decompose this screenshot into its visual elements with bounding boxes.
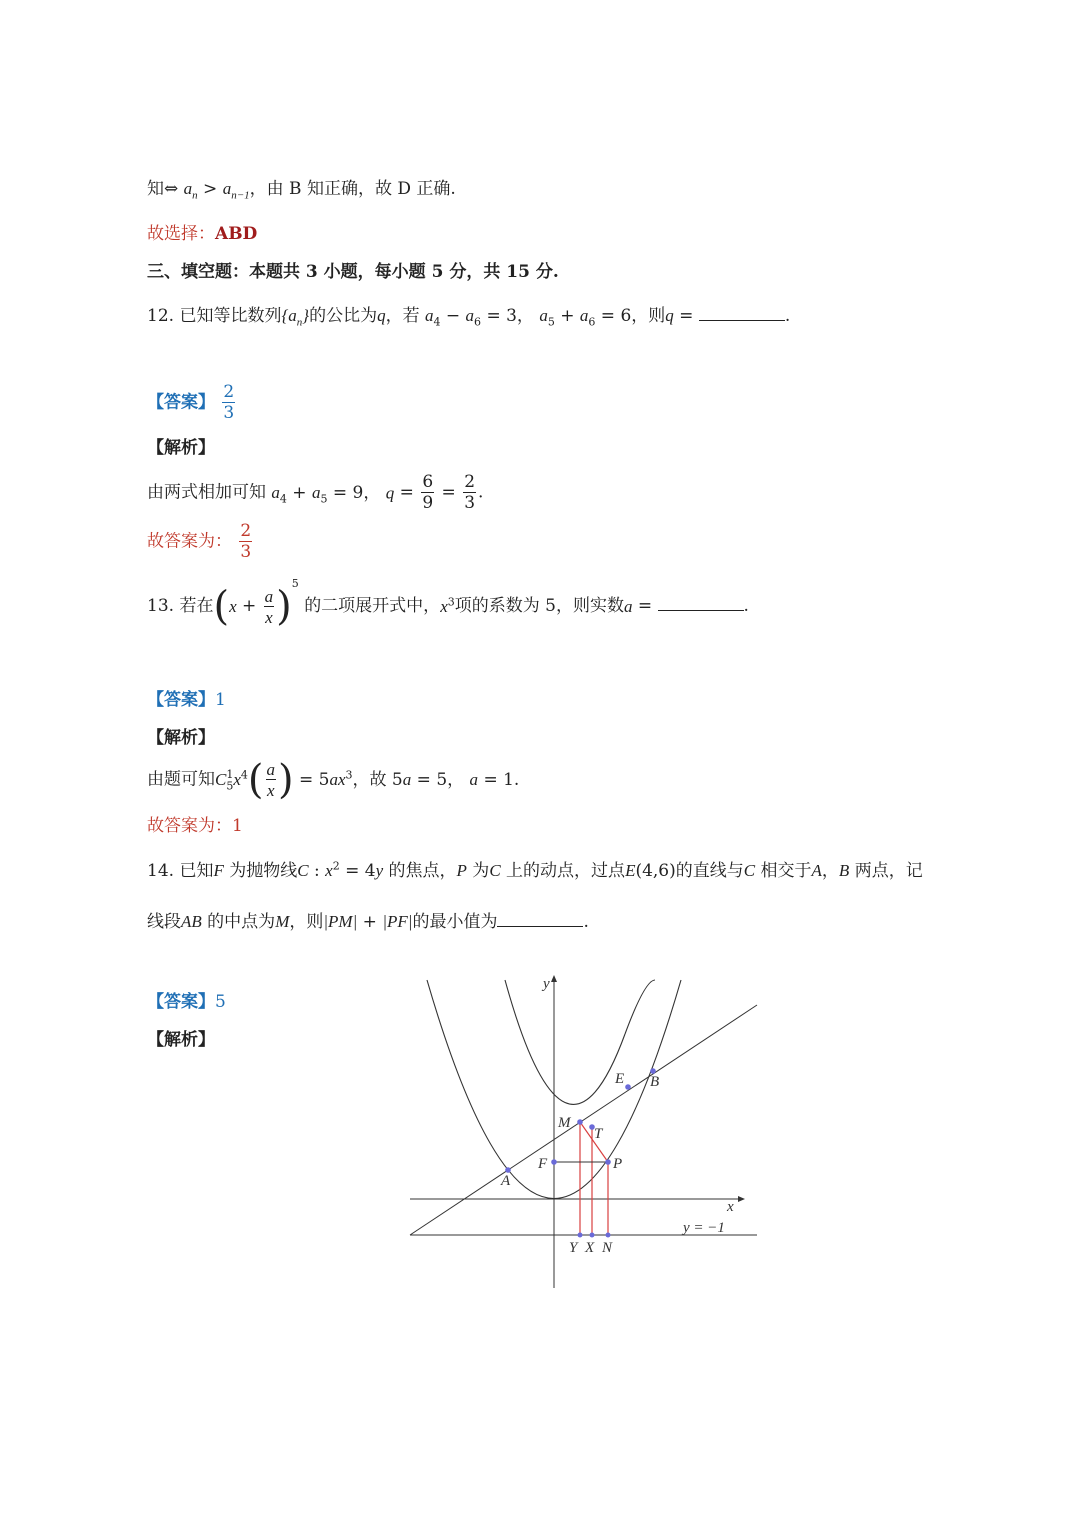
y-axis-arrow: [551, 975, 557, 982]
parabola-diagram: [405, 970, 765, 1295]
question-12: 12. 已知等比数列$\{a_n\}$的公比为q，若 $a_4 - a_6 = 3$， $a_5 + a_6 = 6$，则q = .: [147, 306, 791, 329]
midpoint-locus: [505, 980, 625, 1104]
point-p: [605, 1159, 611, 1165]
answer-12: 【答案】 $\frac{2}{3}$: [147, 382, 235, 423]
label-n: N: [602, 1240, 613, 1256]
answer-12-fraction: $\frac{2}{3}$: [223, 382, 235, 423]
label-x-point: X: [585, 1240, 595, 1256]
answer-blank: [658, 596, 744, 611]
label-directrix: y = −1: [683, 1220, 725, 1236]
label-x: x: [727, 1199, 734, 1215]
analysis-label-13: 【解析】: [147, 728, 215, 748]
point-y: [578, 1233, 583, 1238]
answer-14: 【答案】5: [147, 992, 226, 1012]
analysis-label-12: 【解析】: [147, 438, 215, 458]
answer-blank: [699, 306, 785, 321]
solution-12: 由两式相加可知 $a_4 + a_5 = 9$， q = $\frac{6}{9}$ = $\frac{2}{3}$ .: [147, 472, 484, 513]
question-13: 13. 若在(x + $\frac{a}{x}$ )$^5$ 的二项展开式中，$x^3$项的系数为 5，则实数a = .: [147, 577, 749, 630]
point-e: [625, 1084, 631, 1090]
point-n: [606, 1233, 611, 1238]
label-b: B: [650, 1074, 660, 1090]
prev-solution-line: 知⇔ $a_n > a_{n-1}$，由 B 知正确，故 D 正确.: [147, 179, 456, 202]
solution-13: 由题可知$C_5^1x^4$( $\frac{a}{x}$ ) = $5ax^3$，故 5a = 5， a = 1.: [147, 757, 520, 803]
final-answer-13: 故答案为：1: [147, 816, 243, 836]
line-ab: [410, 1005, 757, 1235]
label-t: T: [594, 1126, 603, 1142]
label-f: F: [538, 1156, 548, 1172]
label-y-point: Y: [569, 1240, 578, 1256]
x-axis-arrow: [738, 1196, 745, 1202]
point-f: [551, 1159, 557, 1165]
point-b: [650, 1068, 656, 1074]
answer-blank: [497, 912, 583, 927]
midpoint-locus-right: [625, 980, 655, 1034]
answer-13: 【答案】1: [147, 690, 226, 710]
answer-11: 故选择：ABD: [147, 224, 258, 244]
question-14-line-1: 14. 已知F 为抛物线C : $x^2 = 4y$ 的焦点，P 为C 上的动点，过点E(4,6)的直线与C 相交于A，B 两点，记: [147, 859, 923, 881]
label-a: A: [501, 1173, 511, 1189]
point-x: [590, 1233, 595, 1238]
final-answer-12: 故答案为： $\frac{2}{3}$: [147, 521, 252, 562]
label-e: E: [615, 1071, 625, 1087]
point-m: [577, 1119, 583, 1125]
label-p: P: [613, 1156, 623, 1172]
question-14-line-2: 线段AB 的中点为M，则|PM| + |PF|的最小值为 .: [147, 912, 589, 932]
section-title: 三、填空题：本题共 3 小题，每小题 5 分，共 15 分.: [147, 262, 559, 282]
analysis-label-14: 【解析】: [147, 1030, 215, 1050]
label-m: M: [558, 1115, 571, 1131]
point-a: [505, 1167, 511, 1173]
label-y: y: [543, 976, 550, 992]
